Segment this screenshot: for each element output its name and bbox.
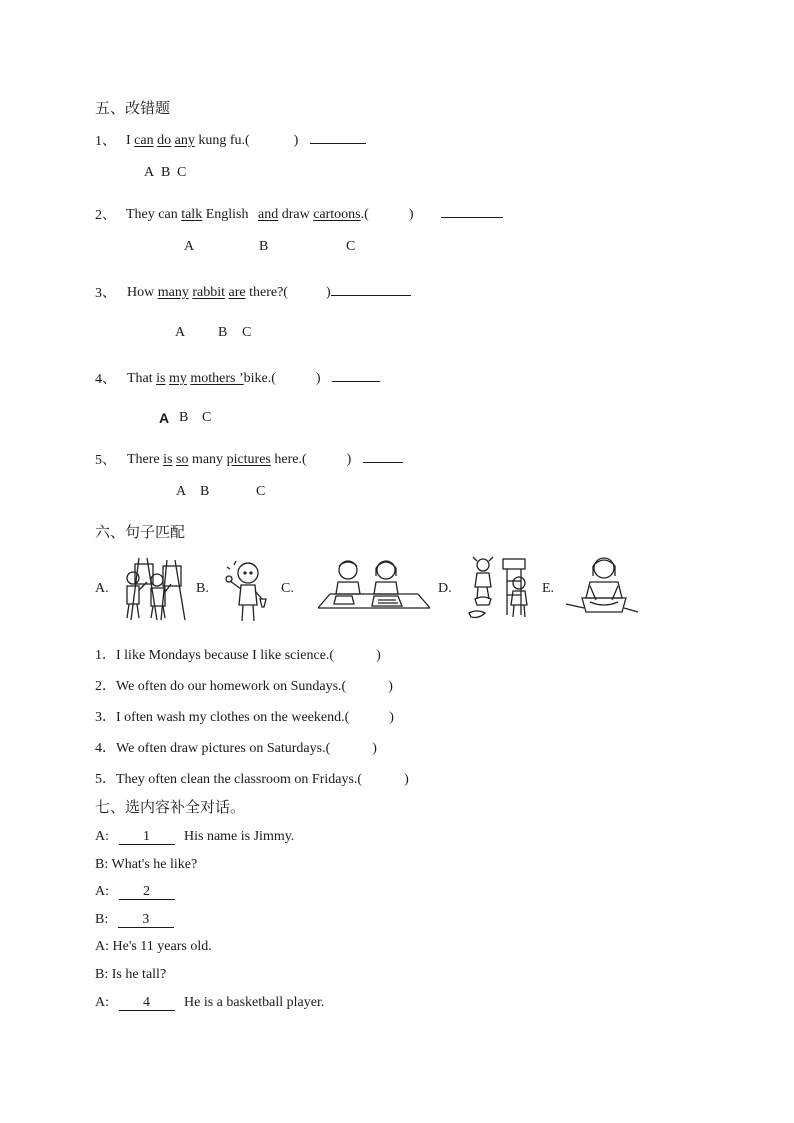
question-4-sentence: That is my mothers ʼbike.( ) xyxy=(127,368,380,387)
answer-blank[interactable] xyxy=(363,449,403,463)
option-c-word: pictures xyxy=(226,452,271,467)
option-b-word: so xyxy=(176,452,189,467)
option-b-word: do xyxy=(157,133,172,148)
question-5 xyxy=(95,449,116,469)
question-5-sentence: There is so many pictures here.( ) xyxy=(127,449,403,468)
question-3 xyxy=(95,282,116,302)
dialogue-line-3: A: 2 xyxy=(95,884,175,900)
question-1-sentence: I can do any kung fu.( ) xyxy=(126,130,366,149)
picture-label-b: B. xyxy=(196,581,209,596)
option-b-word: my xyxy=(169,371,187,386)
question-number: 3、 xyxy=(95,286,116,301)
option-a-word: is xyxy=(163,452,173,467)
dialogue-line-2: B: What's he like? xyxy=(95,857,198,872)
section-7-title: 七、选内容补全对话。 xyxy=(95,798,246,816)
question-3-sentence: How many rabbit are there?( ) xyxy=(127,282,411,301)
picture-label-c: C. xyxy=(281,581,294,596)
match-sentence-1: 1．I like Mondays because I like science.( ) xyxy=(95,648,381,663)
match-sentence-3: 3．I often wash my clothes on the weekend.( ) xyxy=(95,710,394,725)
option-a-word: many xyxy=(157,285,189,300)
option-b-word: rabbit xyxy=(192,285,225,300)
dialogue-line-4: B: 3 xyxy=(95,912,174,928)
option-c-word: cartoons xyxy=(313,207,361,222)
dialogue-blank-4[interactable]: 4 xyxy=(119,996,175,1011)
option-c-word: any xyxy=(174,133,195,148)
question-1 xyxy=(95,130,116,150)
question-number: 1、 xyxy=(95,134,116,149)
dialogue-line-1: A: 1 His name is Jimmy. xyxy=(95,829,295,844)
question-2-sentence: They can talk English and draw cartoons.( ) xyxy=(126,204,503,223)
option-c-word: are xyxy=(228,285,246,300)
answer-blank[interactable] xyxy=(441,204,503,218)
child-washing-clothes-icon xyxy=(566,554,640,620)
match-sentence-2: 2．We often do our homework on Sundays.( ) xyxy=(95,679,393,694)
question-2 xyxy=(95,204,116,224)
question-number: 5、 xyxy=(95,453,116,468)
answer-blank[interactable] xyxy=(331,282,411,296)
section-6-title: 六、句子匹配 xyxy=(95,523,186,541)
dialogue-blank-3[interactable]: 3 xyxy=(118,913,174,928)
option-b-word: and xyxy=(257,207,279,222)
match-sentence-5: 5．They often clean the classroom on Fridays.( ) xyxy=(95,772,409,787)
option-a-word: is xyxy=(156,371,166,386)
dialogue-line-6: B: Is he tall? xyxy=(95,967,167,982)
question-4 xyxy=(95,368,116,388)
question-number: 2、 xyxy=(95,208,116,223)
section-5-title: 五、改错题 xyxy=(95,99,171,117)
dialogue-blank-2[interactable]: 2 xyxy=(119,885,175,900)
answer-blank[interactable] xyxy=(332,368,380,382)
picture-label-a: A. xyxy=(95,581,109,596)
children-homework-icon xyxy=(318,556,432,612)
option-c-word: mothers ʼ xyxy=(190,371,244,386)
dialogue-line-5: A: He's 11 years old. xyxy=(95,939,212,954)
answer-blank[interactable] xyxy=(310,130,366,144)
option-a-word: talk xyxy=(181,207,203,222)
dialogue-line-7: A: 4 He is a basketball player. xyxy=(95,995,325,1010)
option-a-word: can xyxy=(134,133,154,148)
children-cleaning-icon xyxy=(467,555,535,623)
children-painting-icon xyxy=(117,556,189,622)
dialogue-blank-1[interactable]: 1 xyxy=(119,830,175,845)
question-number: 4、 xyxy=(95,372,116,387)
picture-label-e: E. xyxy=(542,581,555,596)
picture-label-d: D. xyxy=(438,581,452,596)
child-science-icon xyxy=(224,557,268,625)
match-sentence-4: 4．We often draw pictures on Saturdays.( ) xyxy=(95,741,377,756)
